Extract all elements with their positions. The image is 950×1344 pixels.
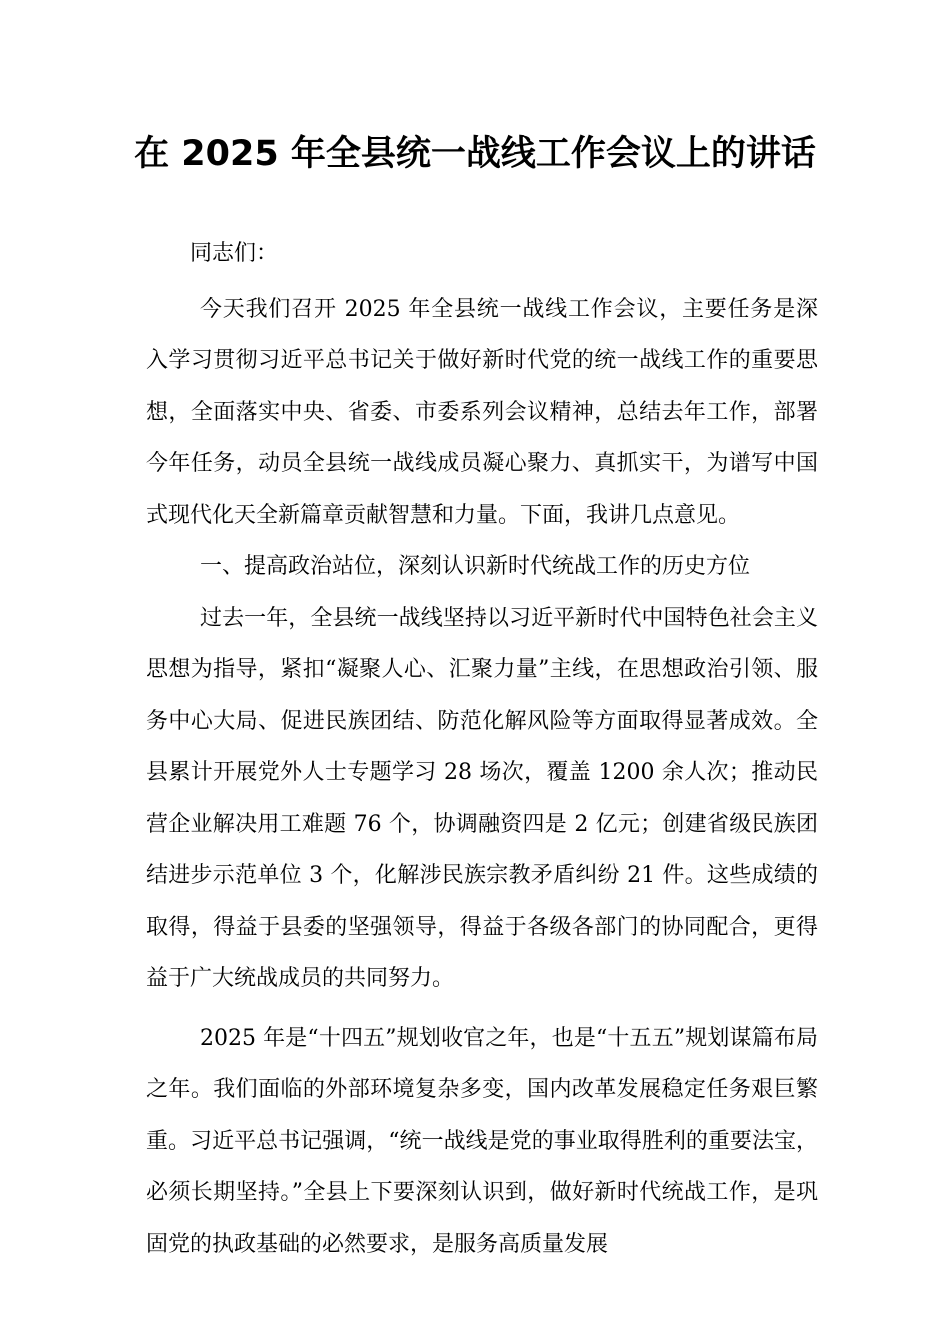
paragraph-2025-outlook: 2025 年是“十四五”规划收官之年，也是“十五五”规划谋篇布局之年。我们面临的外部环境复杂多变，国内改革发展稳定任务艰巨繁重。习近平总书记强调，“统一战线是党的事业取得胜利的重要法宝，必须长期坚持。”全县上下要深刻认识到，做好新时代统战工作，是巩固党的执政基础的必然要求，是服务高质量发展 — [146, 1025, 818, 1257]
salutation: 同志们： — [190, 241, 279, 266]
document-body — [146, 228, 818, 1270]
paragraph-achievements: 过去一年，全县统一战线坚持以习近平新时代中国特色社会主义思想为指导，紧扣“凝聚人心、汇聚力量”主线，在思想政治引领、服务中心大局、促进民族团结、防范化解风险等方面取得显著成效。全县累计开展党外人士专题学习 28 场次，覆盖 1200 余人次；推动民营企业解决用工难题 76 个，协调融资四是 2 亿元；创建省级民族团结进步示范单位 3 个，化解涉民族宗教矛盾纠纷 21 件。这些成绩的取得，得益于县委的坚强领导，得益于各级各部门的协同配合，更得益于广大统战成员的共同努力。 — [146, 605, 818, 991]
document-title: 在 2025 年全县统一战线工作会议上的讲话 — [134, 134, 816, 174]
paragraph-intro: 今天我们召开 2025 年全县统一战线工作会议，主要任务是深入学习贯彻习近平总书记关于做好新时代党的统一战线工作的重要思想，全面落实中央、省委、市委系列会议精神，总结去年工作，部署今年任务，动员全县统一战线成员凝心聚力、真抓实干，为谱写中国式现代化天全新篇章贡献智慧和力量。下面，我讲几点意见。 — [146, 296, 818, 528]
section-heading-1: 一、提高政治站位，深刻认识新时代统战工作的历史方位 — [200, 554, 751, 579]
